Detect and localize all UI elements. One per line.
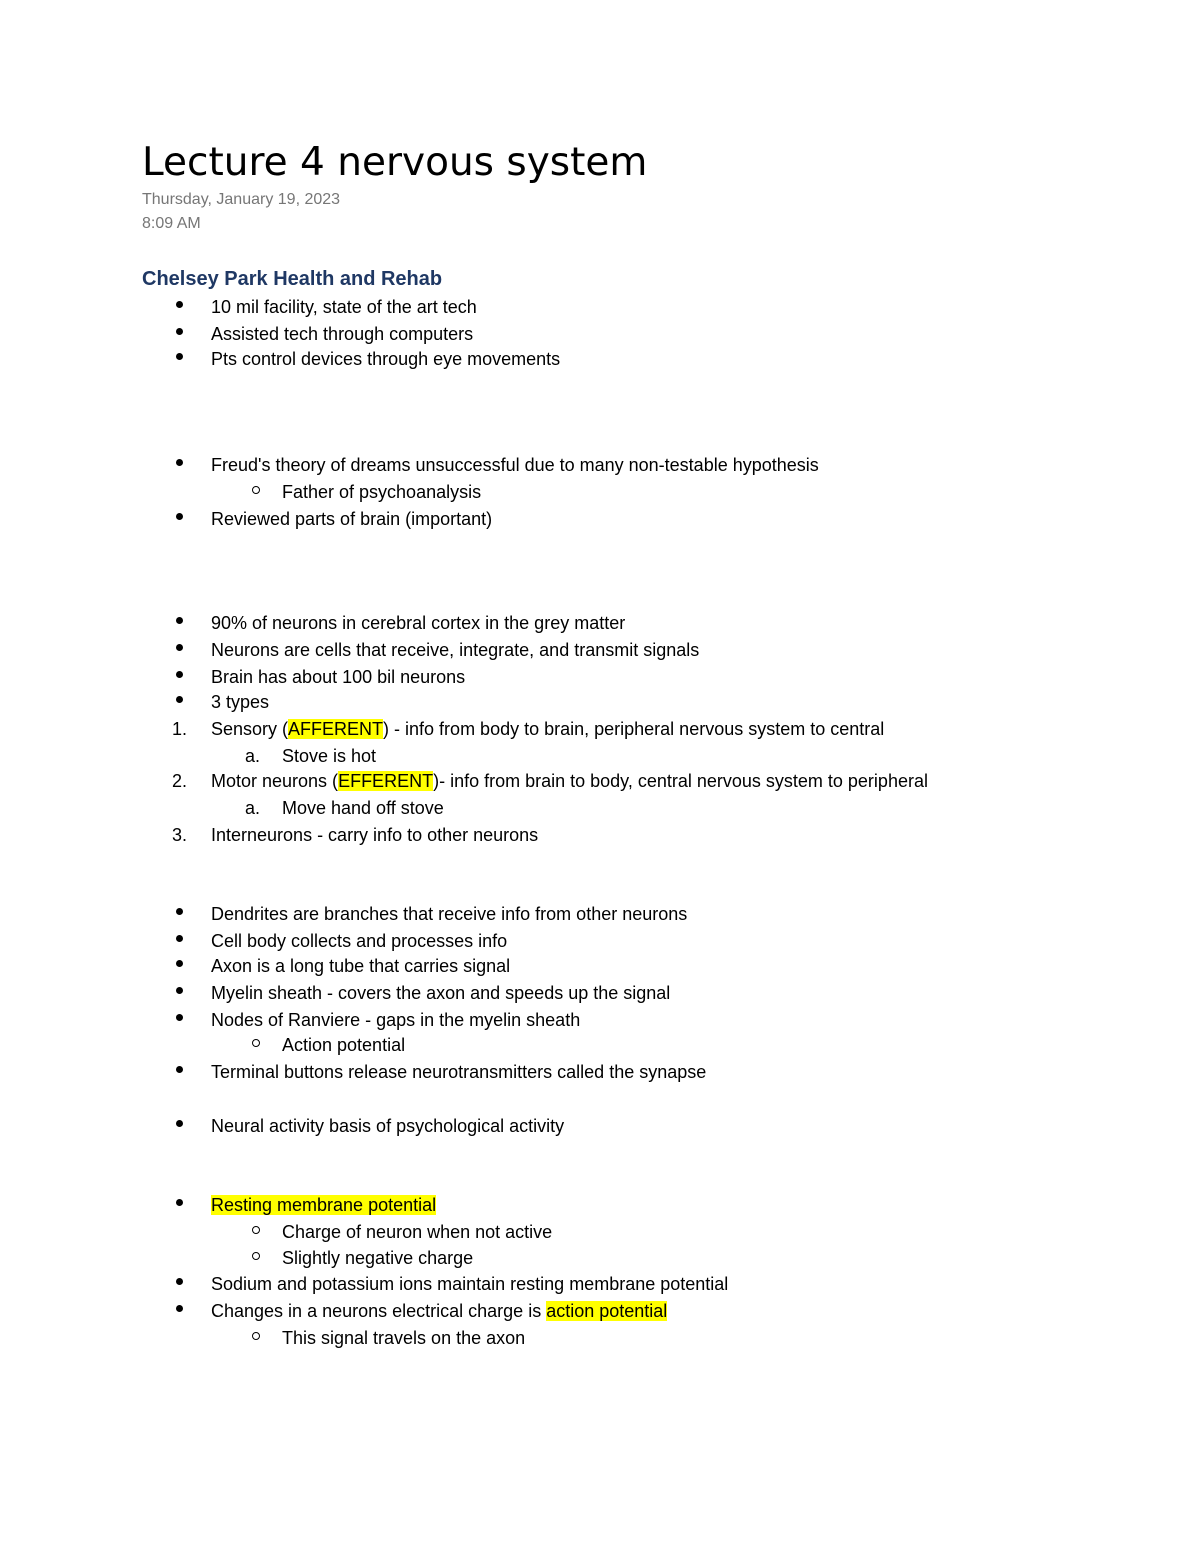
list-item: [0, 294, 1200, 320]
bullet-icon: [172, 637, 202, 663]
highlighted-text: AFFERENT: [288, 719, 384, 739]
bullet-icon: [172, 664, 202, 690]
list-item: [0, 928, 1200, 954]
bullet-icon: [172, 321, 202, 347]
bullet-icon: [172, 346, 202, 372]
list-item: [0, 664, 1200, 690]
list-item-text: [211, 1113, 564, 1139]
bullet-icon: [172, 610, 202, 636]
list-item: [0, 1059, 1200, 1085]
list-item: [0, 1007, 1200, 1033]
list-item-text: [211, 1271, 728, 1297]
list-item-text: [282, 1032, 405, 1058]
bullet-icon: [172, 689, 202, 715]
list-item-text: [211, 1059, 706, 1085]
circle-bullet-icon: [245, 1032, 275, 1058]
list-item: [0, 980, 1200, 1006]
list-item-text: [211, 294, 477, 320]
list-item-text: [211, 1007, 580, 1033]
list-number: a.: [245, 746, 261, 766]
text-segment: Charge of neuron when not active: [282, 1222, 553, 1242]
text-segment: Neural activity basis of psychological activity: [211, 1116, 565, 1136]
list-item-text: [211, 1298, 667, 1324]
list-item: [0, 637, 1200, 663]
bullet-icon: [172, 294, 202, 320]
list-item-text: [211, 901, 687, 927]
text-segment: Action potential: [282, 1035, 406, 1055]
text-segment: Move hand off stove: [282, 798, 444, 818]
list-item-text: [282, 479, 481, 505]
list-item-text: [282, 1325, 525, 1351]
list-item: [0, 743, 1200, 769]
bullet-icon: [172, 506, 202, 532]
text-segment: Stove is hot: [282, 746, 377, 766]
list-item: [0, 1271, 1200, 1297]
bullet-icon: [172, 1271, 202, 1297]
bullet-icon: [172, 901, 202, 927]
text-segment: Father of psychoanalysis: [282, 482, 482, 502]
list-item: [0, 953, 1200, 979]
highlighted-text: Resting membrane potential: [211, 1195, 437, 1215]
list-item-text: [211, 321, 473, 347]
text-segment: 10 mil facility, state of the art tech: [211, 297, 477, 317]
list-item-text: [282, 795, 444, 821]
text-segment: ) - info from body to brain, peripheral nervous system to central: [383, 719, 885, 739]
list-item-text: [211, 637, 699, 663]
list-item: [0, 506, 1200, 532]
text-segment: Sodium and potassium ions maintain resting membrane potential: [211, 1274, 729, 1294]
text-segment: 90% of neurons in cerebral cortex in the grey matter: [211, 613, 626, 633]
list-item: [0, 1219, 1200, 1245]
list-number: 3.: [172, 825, 188, 845]
bullet-icon: [172, 928, 202, 954]
list-item: [0, 689, 1200, 715]
list-item-text: [211, 610, 625, 636]
list-item-text: [211, 928, 507, 954]
text-segment: Neurons are cells that receive, integrate, and transmit signals: [211, 640, 700, 660]
highlighted-text: EFFERENT: [338, 771, 434, 791]
list-item: [0, 822, 1200, 848]
list-item: [0, 452, 1200, 478]
text-segment: Brain has about 100 bil neurons: [211, 667, 466, 687]
list-item-text: [211, 768, 928, 794]
list-item-text: [211, 452, 819, 478]
circle-bullet-icon: [245, 479, 275, 505]
list-item-text: [211, 953, 510, 979]
text-segment: )- info from brain to body, central nervous system to peripheral: [433, 771, 928, 791]
circle-bullet-icon: [245, 1325, 275, 1351]
text-segment: Assisted tech through computers: [211, 324, 474, 344]
list-item: [0, 1245, 1200, 1271]
text-segment: 3 types: [211, 692, 270, 712]
list-item: [0, 610, 1200, 636]
highlighted-text: action potential: [546, 1301, 668, 1321]
text-segment: Changes in a neurons electrical charge is: [211, 1301, 547, 1321]
text-segment: Motor neurons (: [211, 771, 339, 791]
list-item: [0, 901, 1200, 927]
list-item-text: [211, 980, 670, 1006]
text-segment: This signal travels on the axon: [282, 1328, 526, 1348]
list-item: [0, 346, 1200, 372]
list-item-text: [211, 346, 560, 372]
page-time: 8:09 AM: [142, 215, 201, 232]
list-number: 2.: [172, 771, 188, 791]
list-item: [0, 1113, 1200, 1139]
text-segment: Terminal buttons release neurotransmitters called the synapse: [211, 1062, 707, 1082]
text-segment: Sensory (: [211, 719, 289, 739]
text-segment: Cell body collects and processes info: [211, 931, 508, 951]
list-item-text: [211, 716, 884, 742]
text-segment: Nodes of Ranviere - gaps in the myelin sheath: [211, 1010, 581, 1030]
list-number: a.: [245, 798, 261, 818]
text-segment: Freud's theory of dreams unsuccessful due to many non-testable hypothesis: [211, 455, 819, 475]
bullet-icon: [172, 1298, 202, 1324]
list-item-text: [211, 689, 269, 715]
page-title: Lecture 4 nervous system: [142, 140, 648, 185]
list-item-text: [211, 1192, 436, 1218]
text-segment: Pts control devices through eye movements: [211, 349, 561, 369]
bullet-icon: [172, 1192, 202, 1218]
bullet-icon: [172, 1059, 202, 1085]
list-item: [0, 479, 1200, 505]
list-item: [0, 716, 1200, 742]
list-number: 1.: [172, 719, 188, 739]
list-item: [0, 1325, 1200, 1351]
bullet-icon: [172, 452, 202, 478]
bullet-icon: [172, 980, 202, 1006]
list-item-text: [211, 822, 538, 848]
list-item-text: [282, 743, 376, 769]
list-item-text: [211, 664, 465, 690]
list-item-text: [282, 1245, 473, 1271]
list-item: [0, 768, 1200, 794]
text-segment: Dendrites are branches that receive info from other neurons: [211, 904, 688, 924]
list-item: [0, 1192, 1200, 1218]
circle-bullet-icon: [245, 1219, 275, 1245]
list-item: [0, 795, 1200, 821]
page-date: Thursday, January 19, 2023: [142, 191, 341, 208]
section-heading: Chelsey Park Health and Rehab: [142, 268, 443, 290]
text-segment: Slightly negative charge: [282, 1248, 474, 1268]
list-item-text: [211, 506, 492, 532]
bullet-icon: [172, 1007, 202, 1033]
text-segment: Interneurons - carry info to other neurons: [211, 825, 539, 845]
list-item-text: [282, 1219, 552, 1245]
bullet-icon: [172, 1113, 202, 1139]
text-segment: Myelin sheath - covers the axon and speeds up the signal: [211, 983, 671, 1003]
bullet-icon: [172, 953, 202, 979]
list-item: [0, 1298, 1200, 1324]
list-item: [0, 1032, 1200, 1058]
list-item: [0, 321, 1200, 347]
text-segment: Axon is a long tube that carries signal: [211, 956, 511, 976]
text-segment: Reviewed parts of brain (important): [211, 509, 493, 529]
circle-bullet-icon: [245, 1245, 275, 1271]
